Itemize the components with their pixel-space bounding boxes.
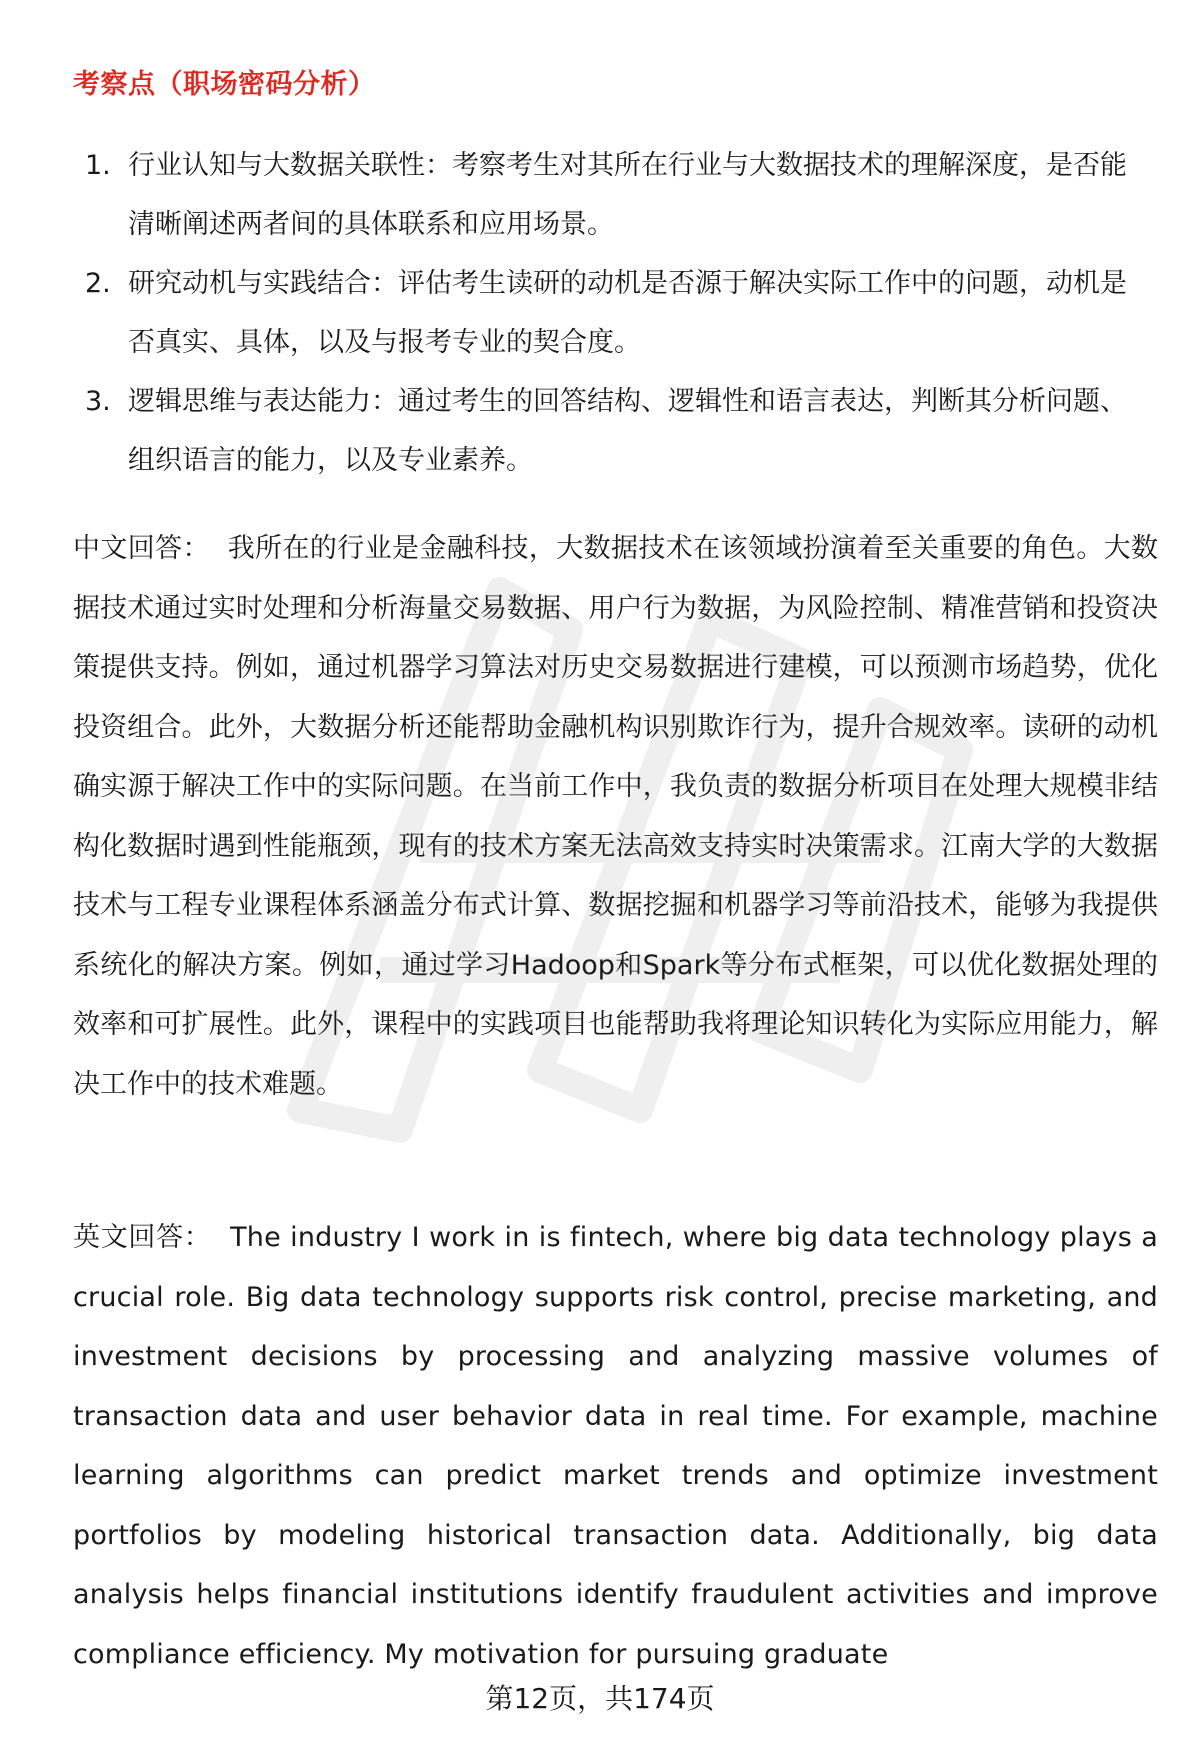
section-title: 考察点（职场密码分析）	[73, 69, 376, 100]
exam-points-list	[73, 136, 1153, 490]
list-item	[73, 136, 1153, 254]
list-item-number: 1.	[85, 150, 111, 181]
list-item-text: 行业认知与大数据关联性：考察考生对其所在行业与大数据技术的理解深度，是否能清晰阐述两者间的具体联系和应用场景。	[128, 150, 1127, 240]
english-answer	[73, 1208, 1158, 1684]
list-item	[73, 372, 1153, 490]
page-number: 第12页，共174页	[485, 1682, 715, 1715]
english-answer-text: The industry I work in is fintech, where big data technology plays a crucial role. Big data technology supports risk control, precise marketing, and investment decisions by processing and analyzing massive volumes of transaction data and user behavior data in real time. For example, machine learning algorithms can predict market trends and optimize investment portfolios by modeling historical transaction data. Additionally, big data analysis helps financial institutions identify fraudulent activities and improve compliance efficiency. My motivation for pursuing graduate	[73, 1222, 1158, 1670]
list-item-number: 2.	[85, 268, 111, 299]
list-item	[73, 254, 1153, 372]
list-item-number: 3.	[85, 386, 111, 417]
list-item-text: 逻辑思维与表达能力：通过考生的回答结构、逻辑性和语言表达，判断其分析问题、组织语言的能力，以及专业素养。	[128, 386, 1127, 476]
list-item-text: 研究动机与实践结合：评估考生读研的动机是否源于解决实际工作中的问题，动机是否真实、具体，以及与报考专业的契合度。	[128, 268, 1127, 358]
chinese-answer-label: 中文回答：	[73, 533, 210, 564]
chinese-answer-text: 我所在的行业是金融科技，大数据技术在该领域扮演着至关重要的角色。大数据技术通过实时处理和分析海量交易数据、用户行为数据，为风险控制、精准营销和投资决策提供支持。例如，通过机器学习算法对历史交易数据进行建模，可以预测市场趋势，优化投资组合。此外，大数据分析还能帮助金融机构识别欺诈行为，提升合规效率。读研的动机确实源于解决工作中的实际问题。在当前工作中，我负责的数据分析项目在处理大规模非结构化数据时遇到性能瓶颈，现有的技术方案无法高效支持实时决策需求。江南大学的大数据技术与工程专业课程体系涵盖分布式计算、数据挖掘和机器学习等前沿技术，能够为我提供系统化的解决方案。例如，通过学习Hadoop和Spark等分布式框架，可以优化数据处理的效率和可扩展性。此外，课程中的实践项目也能帮助我将理论知识转化为实际应用能力，解决工作中的技术难题。	[73, 533, 1159, 1100]
chinese-answer	[73, 519, 1158, 1114]
english-answer-label: 英文回答：	[73, 1222, 212, 1253]
